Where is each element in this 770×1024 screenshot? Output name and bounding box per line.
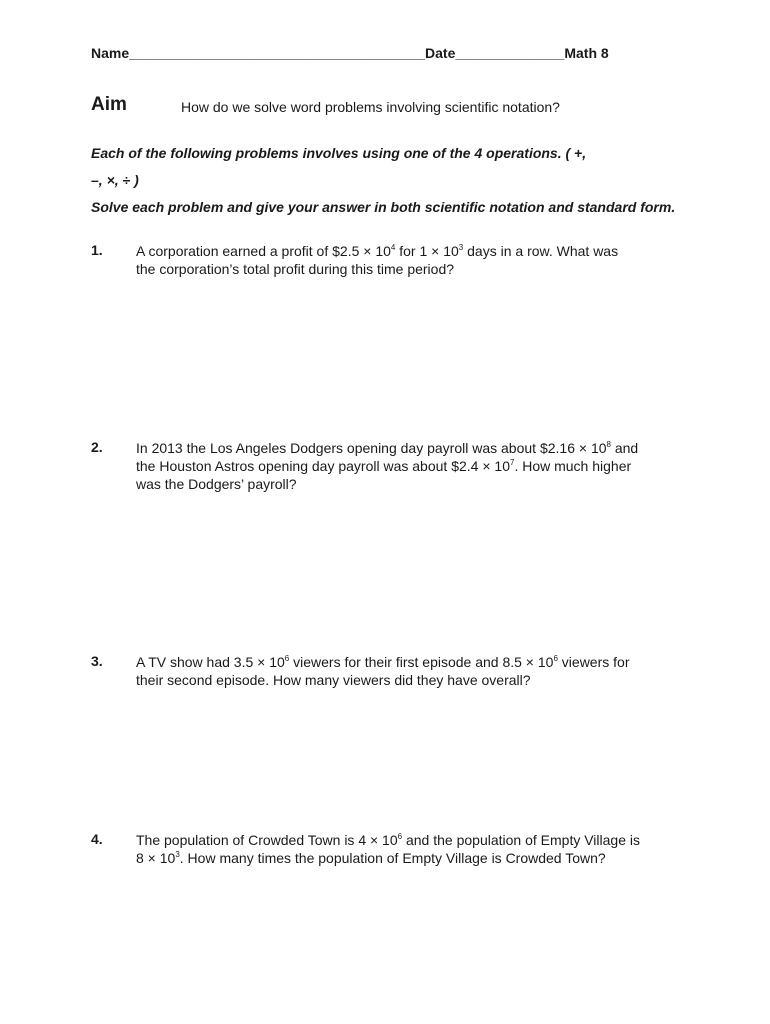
text-run: days in a row. What was	[463, 243, 619, 259]
text-run: viewers for their first episode and 8.5 × 10	[289, 654, 554, 670]
problem-line	[136, 653, 691, 671]
problem-line	[136, 242, 691, 260]
problem-text	[136, 439, 691, 493]
problem-number: 1.	[91, 242, 103, 258]
text-run: A TV show had 3.5 × 10	[136, 654, 285, 670]
exponent: 4	[390, 243, 396, 252]
aim-label: Aim	[91, 94, 127, 115]
instructions-line-3: Solve each problem and give your answer in both scientific notation and standard form.	[91, 199, 676, 215]
exponent: 6	[284, 654, 290, 663]
instructions-line-1: Each of the following problems involves using one of the 4 operations. ( +,	[91, 145, 587, 161]
exponent: 6	[553, 654, 558, 663]
text-run: for 1 × 10	[395, 243, 459, 259]
exponent: 7	[509, 458, 515, 467]
problem-line	[136, 831, 691, 849]
text-run: and	[610, 440, 639, 456]
problem-number: 4.	[91, 831, 103, 847]
instructions-line-2: –, ×, ÷ )	[91, 172, 139, 188]
exponent: 3	[175, 850, 180, 859]
problem-line	[136, 457, 691, 475]
exponent: 6	[397, 832, 403, 841]
problem-text	[136, 653, 691, 689]
aim-row	[91, 94, 731, 120]
exponent: 8	[606, 440, 611, 449]
problem-text	[136, 831, 691, 867]
problem-line: their second episode. How many viewers did they have overall?	[136, 672, 531, 688]
text-run: The population of Crowded Town is 4 × 10	[136, 832, 398, 848]
text-run: and the population of Empty Village is	[402, 832, 640, 848]
problem-text	[136, 242, 691, 278]
text-run: 8 × 10	[136, 850, 176, 866]
aim-question: How do we solve word problems involving scientific notation?	[181, 99, 560, 115]
problem-line	[136, 439, 691, 457]
text-run: the Houston Astros opening day payroll was about $2.4 × 10	[136, 458, 510, 474]
problem-line	[136, 849, 691, 867]
text-run: . How many times the population of Empty Village is Crowded Town?	[179, 850, 606, 866]
text-run: . How much higher	[514, 458, 632, 474]
exponent: 3	[458, 243, 464, 252]
text-run: viewers for	[557, 654, 630, 670]
problem-line: was the Dodgers’ payroll?	[136, 476, 297, 492]
name-date-header: Name______________________________________Date______________Math 8	[91, 45, 609, 61]
problem-line: the corporation’s total profit during this time period?	[136, 261, 455, 277]
text-run: In 2013 the Los Angeles Dodgers opening day payroll was about $2.16 × 10	[136, 440, 607, 456]
problem-number: 3.	[91, 653, 103, 669]
problem-number: 2.	[91, 439, 103, 455]
instructions	[91, 144, 731, 225]
text-run: A corporation earned a profit of $2.5 × 10	[136, 243, 391, 259]
